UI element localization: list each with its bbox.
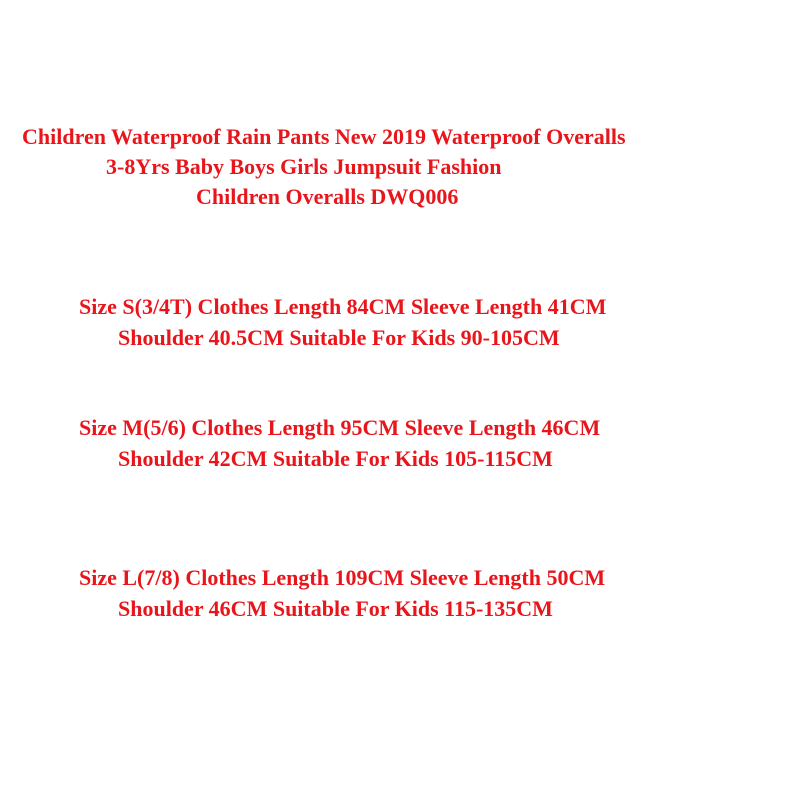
size-l-fit: Shoulder 46CM Suitable For Kids 115-135CM	[118, 596, 553, 621]
size-m-fit: Shoulder 42CM Suitable For Kids 105-115CM	[118, 446, 553, 471]
size-s-measurements: Size S(3/4T) Clothes Length 84CM Sleeve Length 41CM	[79, 294, 607, 319]
size-s-fit: Shoulder 40.5CM Suitable For Kids 90-105CM	[118, 325, 560, 350]
size-m-measurements: Size M(5/6) Clothes Length 95CM Sleeve Length 46CM	[79, 415, 601, 440]
title-line-2: 3-8Yrs Baby Boys Girls Jumpsuit Fashion	[106, 154, 502, 179]
title-line-1: Children Waterproof Rain Pants New 2019 Waterproof Overalls	[22, 124, 626, 149]
title-line-3: Children Overalls DWQ006	[196, 184, 459, 209]
size-l-measurements: Size L(7/8) Clothes Length 109CM Sleeve Length 50CM	[79, 565, 606, 590]
